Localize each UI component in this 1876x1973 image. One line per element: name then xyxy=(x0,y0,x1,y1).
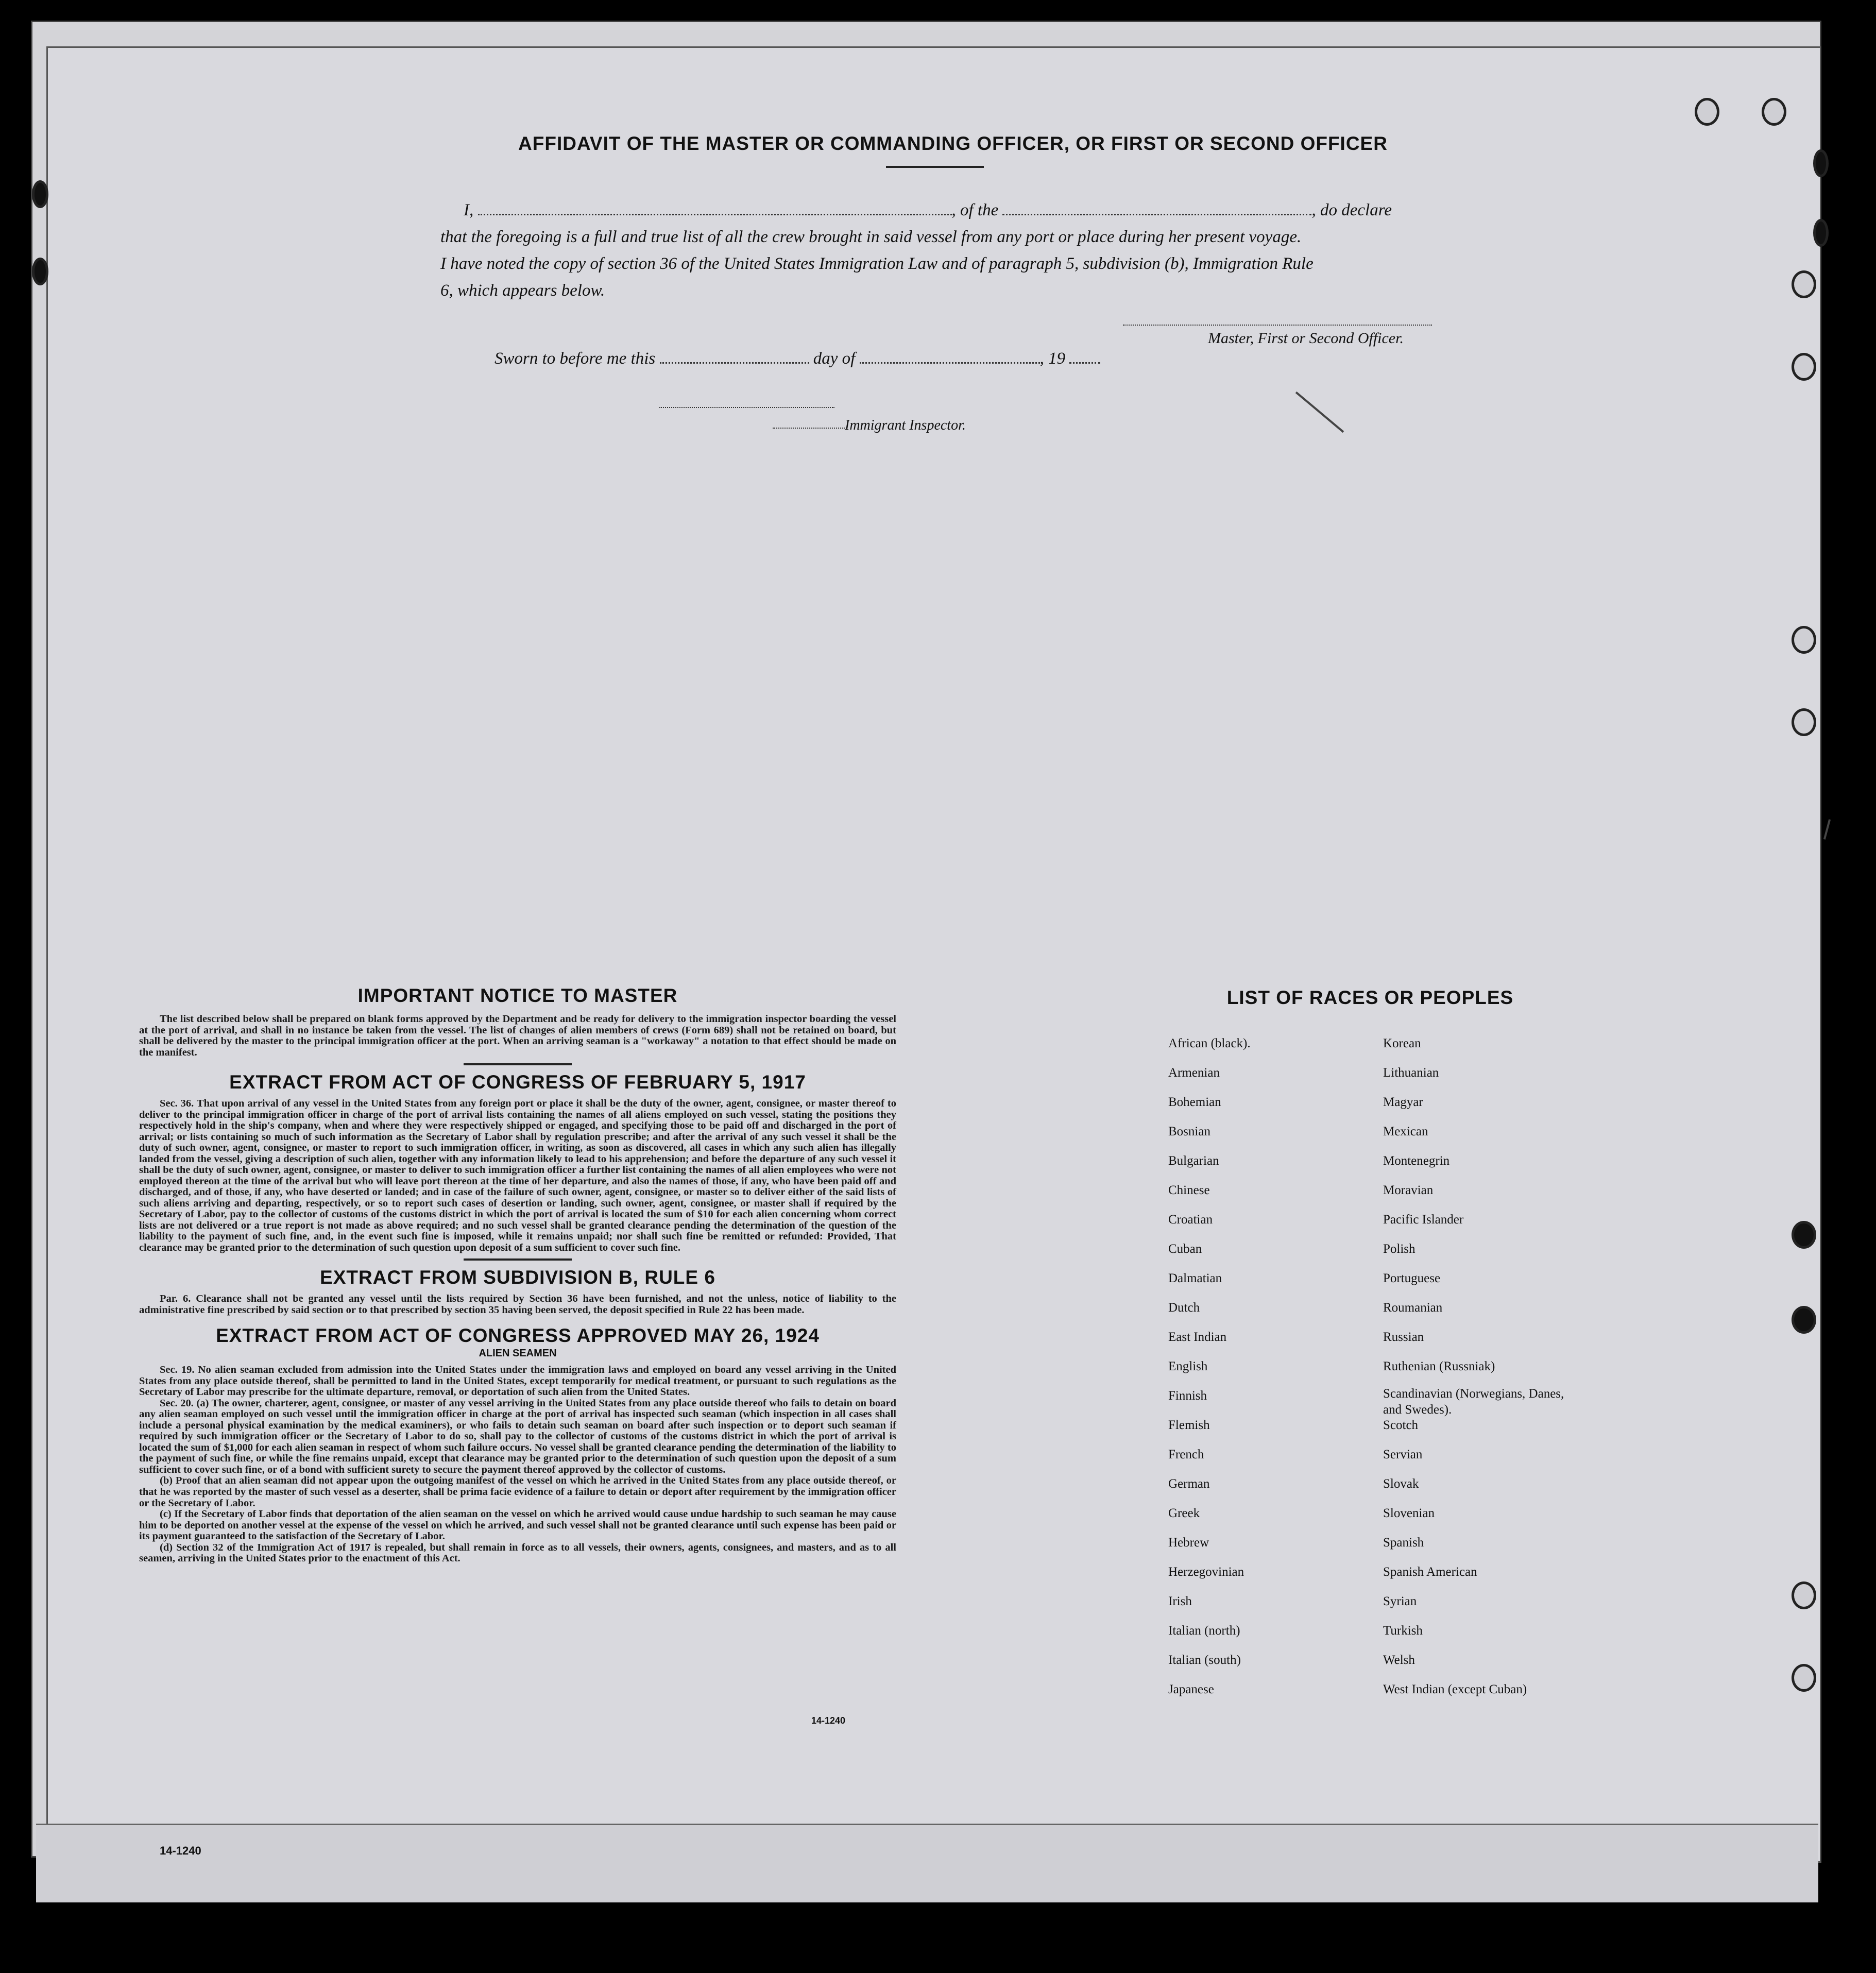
race-item: Portuguese xyxy=(1383,1271,1441,1285)
race-item: Moravian xyxy=(1383,1183,1434,1197)
binder-hole-icon xyxy=(1792,1306,1816,1334)
affidavit-line-2: that the foregoing is a full and true list of all the crew brought in said vessel from any port or place during her present voyage. xyxy=(440,228,1302,246)
section-rule xyxy=(464,1063,572,1065)
race-item: Mexican xyxy=(1383,1125,1428,1138)
race-item: Lithuanian xyxy=(1383,1066,1439,1080)
race-item: Slovenian xyxy=(1383,1506,1435,1520)
notice-paragraph: The list described below shall be prepared on blank forms approved by the Department and be ready for delivery to the immigration inspector boarding the vessel at the port of arrival, and shall in no instance be taken from the vessel. The list of changes of alien members of crews (Form 689) shall not be retained on board, but shall be delivered by the master to the principal immigration officer at the port. When an arriving seaman is a "workaway" a notation to that effect should be made on the manifest. xyxy=(139,1013,896,1058)
race-item: East Indian xyxy=(1168,1330,1227,1344)
race-item: Bohemian xyxy=(1168,1095,1221,1109)
officer-label: Master, First or Second Officer. xyxy=(1208,330,1404,347)
affidavit-line-3: I have noted the copy of section 36 of the United States Immigration Law and of paragraph 5, subdivision (b), Immigration Rule xyxy=(440,254,1314,273)
affidavit-declare: , do declare xyxy=(1311,201,1392,219)
race-item: Magyar xyxy=(1383,1095,1423,1109)
binder-hole-icon xyxy=(1695,98,1719,126)
inspector-label: Immigrant Inspector. xyxy=(845,417,966,433)
race-item: Herzegovinian xyxy=(1168,1565,1244,1579)
year-prefix: , 19 xyxy=(1039,349,1066,368)
binder-hole-icon xyxy=(1813,149,1829,177)
race-item: Flemish xyxy=(1168,1418,1210,1432)
race-item: Spanish American xyxy=(1383,1565,1477,1579)
sworn-line xyxy=(494,349,1100,368)
race-item: Servian xyxy=(1383,1448,1423,1461)
race-item: Hebrew xyxy=(1168,1536,1209,1550)
inspector-signature-line-2[interactable] xyxy=(773,428,845,429)
binder-hole-icon xyxy=(1792,1581,1816,1609)
race-item: Scotch xyxy=(1383,1418,1419,1432)
officer-signature-line[interactable] xyxy=(1123,325,1432,326)
binder-hole-icon xyxy=(32,180,48,208)
form-number: 14-1240 xyxy=(811,1715,846,1726)
race-item: Dalmatian xyxy=(1168,1271,1222,1285)
subdivision-b-body xyxy=(139,1294,896,1316)
vessel-name-field[interactable] xyxy=(1002,205,1311,215)
extract-1924-body xyxy=(139,1365,896,1564)
affidavit-of-the: , of the xyxy=(951,201,999,219)
race-item: West Indian (except Cuban) xyxy=(1383,1682,1527,1696)
race-item: Japanese xyxy=(1168,1682,1214,1696)
race-item: Italian (south) xyxy=(1168,1653,1241,1667)
race-item: Scandinavian (Norwegians, Danes, and Swedes). xyxy=(1383,1387,1564,1417)
inspector-signature-line[interactable] xyxy=(659,407,834,408)
races-title: LIST OF RACES OR PEOPLES xyxy=(1226,987,1514,1008)
race-item: Korean xyxy=(1383,1036,1421,1050)
extract-1924-paragraph: (b) Proof that an alien seaman did not appear upon the outgoing manifest of the vessel on which he arrived in the United States from any place outside thereof, or that he was reported by the master of such vessel as a deserter, shall be prima facie evidence of a failure to detain or deport after requirement by the immigration officer or the Secretary of Labor. xyxy=(139,1475,896,1509)
bottom-sheet-edge xyxy=(36,1824,1818,1902)
race-item: German xyxy=(1168,1477,1210,1491)
race-item: Ruthenian (Russniak) xyxy=(1383,1359,1495,1373)
race-item: Montenegrin xyxy=(1383,1154,1450,1168)
affidavit-line-4: 6, which appears below. xyxy=(440,281,605,300)
sworn-year-field[interactable] xyxy=(1069,353,1100,364)
extract-1924-paragraph: Sec. 20. (a) The owner, charterer, agent, consignee, or master of any vessel arriving in the United States from any place outside thereof who fails to detain on board any alien seaman employed on such vessel until the immigration officer in charge at the port of arrival has inspected such seaman (which inspection in all cases shall include a personal physical examination by the medical examiners), or who fails to detain such seaman on board after such inspection or to deport such seaman if required by such immigration officer or the Secretary of Labor to do so, shall pay to the collector of customs of the customs district in which the port of arrival is located the sum of $1,000 for each alien seaman in respect of whom such failure occurs. No vessel shall be granted clearance pending the determination of the liability to the payment of such fine, or while the fine remains unpaid, except that clearance may be granted prior to the determination of such question upon the deposit of a sum sufficient to cover such fine, or of a bond with sufficient surety to secure the payment thereof approved by the collector of customs. xyxy=(139,1397,896,1475)
extract-1924-title: EXTRACT FROM ACT OF CONGRESS APPROVED MAY 26, 1924 xyxy=(216,1325,820,1347)
race-item: Greek xyxy=(1168,1506,1200,1520)
extract-1917-body xyxy=(139,1098,896,1253)
race-item: Pacific Islander xyxy=(1383,1213,1464,1227)
race-item: Bosnian xyxy=(1168,1125,1210,1138)
extract-1924-subtitle: ALIEN SEAMEN xyxy=(479,1348,557,1359)
race-item: Finnish xyxy=(1168,1389,1207,1403)
race-item: Chinese xyxy=(1168,1183,1210,1197)
race-item: Dutch xyxy=(1168,1301,1200,1315)
affidavit-title: AFFIDAVIT OF THE MASTER OR COMMANDING OFFICER, OR FIRST OR SECOND OFFICER xyxy=(518,133,1388,154)
binder-hole-icon xyxy=(1792,708,1816,736)
pen-mark xyxy=(1823,819,1831,840)
sworn-day-field[interactable] xyxy=(660,353,809,364)
race-item: Cuban xyxy=(1168,1242,1202,1256)
race-item: Roumanian xyxy=(1383,1301,1443,1315)
binder-hole-icon xyxy=(1792,1221,1816,1249)
extract-1924-paragraph: (c) If the Secretary of Labor finds that deportation of the alien seaman on the vessel on which he arrived would cause undue hardship to such seaman he may cause him to be deported on another vessel at the expense of the vessel on which he arrived, and such vessel shall not be granted clearance until such expense has been paid or its payment guaranteed to the satisfaction of the Secretary of Labor. xyxy=(139,1508,896,1542)
race-item: Irish xyxy=(1168,1594,1192,1608)
race-item: Welsh xyxy=(1383,1653,1415,1667)
race-item: Polish xyxy=(1383,1242,1415,1256)
notices-column xyxy=(139,985,896,1564)
binder-hole-icon xyxy=(1792,626,1816,654)
notice-body xyxy=(139,1014,896,1058)
race-item: African (black). xyxy=(1168,1036,1251,1050)
corner-form-number: 14-1240 xyxy=(160,1844,201,1857)
extract-1917-paragraph: Sec. 36. That upon arrival of any vessel in the United States from any foreign port or place it shall be the duty of the owner, agent, consignee, or master thereof to deliver to the principal immigration officer in charge of the port of arrival lists containing the names of all aliens employed on such vessel, stating the positions they respectively hold in the ship's company, when and where they were respectively shipped or engaged, and specifying those to be paid off and discharged in the port of arrival; or lists containing so much of such information as the Secretary of Labor shall by regulation prescribe; and after the arrival of any such vessel it shall be the duty of such owner, agent, consignee, or master to report to such immigration officer, in writing, as soon as discovered, all cases in which any such alien has illegally landed from the vessel, giving a description of such alien, together with any information likely to lead to his apprehension; and before the departure of any such vessel it shall be the duty of such owner, agent, consignee, or master to deliver to such immigration officer a further list containing the names of all alien employees who were not employed thereon at the time of the arrival but who will leave port thereon at the time of her departure, and also the names of those, if any, who have been paid off and discharged, and of those, if any, who have deserted or landed; and in case of the failure of such owner, agent, consignee, or master so to deliver either of the said lists of such aliens arriving and departing, respectively, or so to report such cases of desertion or landing, such owner, agent, consignee, or master shall if required by the Secretary of Labor, pay to the collector of customs of the customs district in which the port of arrival is located the sum of $10 for each alien concerning whom correct lists are not delivered or a true report is not made as above required; and no such vessel shall be granted clearance pending the determination of the question of the liability to the payment of such fine, and, in the event such fine is imposed, while it remains unpaid; nor shall such fine be remitted or refunded: Provided, That clearance may be granted prior to the determination of such question upon deposit of a sum sufficient to cover such fine. xyxy=(139,1098,896,1253)
affidavit-line-1 xyxy=(464,201,1392,220)
subdivision-b-paragraph: Par. 6. Clearance shall not be granted any vessel until the lists required by Section 36 have been furnished, and not the unless, notice of liability to the administrative fine prescribed by said section or to that prescribed by section 35 having been served, the deposit specified in Rule 22 has been made. xyxy=(139,1293,896,1316)
day-of-label: day of xyxy=(813,349,856,368)
extract-1924-paragraph: (d) Section 32 of the Immigration Act of 1917 is repealed, but shall remain in force as to all vessels, their owners, agents, consignees, and masters, and as to all seamen, arriving in the United States prior to the enactment of this Act. xyxy=(139,1541,896,1564)
race-item: Slovak xyxy=(1383,1477,1419,1491)
sworn-month-field[interactable] xyxy=(860,353,1040,364)
race-item: Turkish xyxy=(1383,1624,1423,1638)
notice-title: IMPORTANT NOTICE TO MASTER xyxy=(357,985,678,1006)
affidavit-i: I, xyxy=(464,201,474,219)
race-item: Armenian xyxy=(1168,1066,1220,1080)
master-name-field[interactable] xyxy=(478,205,952,215)
binder-hole-icon xyxy=(1792,270,1816,298)
binder-hole-icon xyxy=(32,258,48,285)
race-item: Bulgarian xyxy=(1168,1154,1219,1168)
binder-hole-icon xyxy=(1792,353,1816,381)
race-item: English xyxy=(1168,1359,1208,1373)
sworn-label: Sworn to before me this xyxy=(494,349,656,368)
subdivision-b-title: EXTRACT FROM SUBDIVISION B, RULE 6 xyxy=(320,1267,715,1288)
extract-1924-paragraph: Sec. 19. No alien seaman excluded from admission into the United States under the immigration laws and employed on board any vessel arriving in the United States from any place outside thereof, shall be permitted to land in the United States, except temporarily for medical treatment, or pursuant to such regulations as the Secretary of Labor may prescribe for the ultimate departure, removal, or deportation of such alien from the United States. xyxy=(139,1364,896,1398)
race-item: Syrian xyxy=(1383,1594,1417,1608)
title-rule xyxy=(886,166,984,168)
binder-hole-icon xyxy=(1792,1664,1816,1692)
manifest-page xyxy=(46,46,1821,1863)
binder-hole-icon xyxy=(1813,219,1829,247)
race-item: Italian (north) xyxy=(1168,1624,1240,1638)
race-item: French xyxy=(1168,1448,1204,1461)
binder-hole-icon xyxy=(1762,98,1786,126)
race-item: Russian xyxy=(1383,1330,1424,1344)
section-rule xyxy=(464,1258,572,1261)
race-item: Spanish xyxy=(1383,1536,1424,1550)
extract-1917-title: EXTRACT FROM ACT OF CONGRESS OF FEBRUARY 5, 1917 xyxy=(229,1071,806,1093)
race-item: Croatian xyxy=(1168,1213,1213,1227)
